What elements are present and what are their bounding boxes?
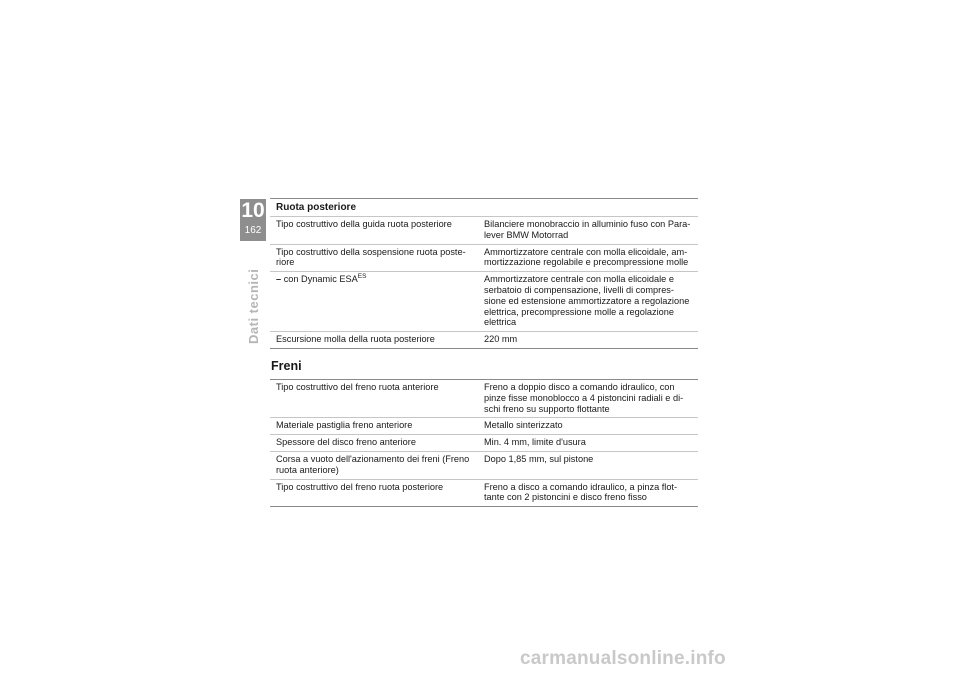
spec-row	[270, 216, 698, 244]
brakes-heading: Freni	[271, 358, 302, 373]
dash-marker: –	[276, 274, 282, 285]
watermark: carmanualsonline.info	[520, 648, 726, 669]
spec-label: Materiale pastiglia freno anteriore	[276, 420, 413, 431]
spec-value: Ammortizzatore centrale con molla elicoidale e serbatoio di compensazione, livelli di compres- sione ed estensione ammortizzatore a regolazione elettrica, precompressione molle a regolazione elettrica	[484, 274, 690, 328]
spec-row	[270, 380, 698, 417]
spec-value: Dopo 1,85 mm, sul pistone	[484, 453, 594, 464]
spec-label: Tipo costruttivo del freno ruota posteriore	[276, 481, 444, 492]
spec-row	[270, 417, 698, 434]
spec-row	[270, 479, 698, 508]
spec-label: Tipo costruttivo della sospensione ruota poste- riore	[276, 246, 466, 268]
esa-superscript: ES	[357, 273, 367, 281]
spec-row	[270, 451, 698, 479]
spec-value: 220 mm	[484, 334, 518, 345]
spec-value: Bilanciere monobraccio in alluminio fuso con Para- lever BMW Motorrad	[484, 219, 691, 240]
spec-row	[270, 244, 698, 272]
spec-label: Tipo costruttivo del freno ruota anteriore	[276, 381, 439, 392]
page-number: 162	[244, 225, 262, 236]
spec-content	[270, 198, 698, 507]
spec-label: Escursione molla della ruota posteriore	[276, 334, 435, 345]
spec-row	[270, 434, 698, 451]
chapter-tab	[240, 199, 266, 241]
spec-label: Corsa a vuoto dell'azionamento dei freni (Freno ruota anteriore)	[276, 453, 470, 475]
spec-value: Ammortizzatore centrale con molla elicoidale, am- mortizzazione regolabile e precompressione molle	[484, 246, 689, 268]
chapter-title-vertical: Dati tecnici	[246, 268, 261, 344]
spec-label: Spessore del disco freno anteriore	[276, 437, 416, 448]
spec-label	[270, 274, 484, 328]
chapter-number: 10	[241, 199, 265, 222]
spec-value: Freno a disco a comando idraulico, a pinza flot- tante con 2 pistoncini e disco freno fisso	[484, 481, 678, 503]
spec-value: Min. 4 mm, limite d'usura	[484, 437, 586, 448]
rear-wheel-heading: Ruota posteriore	[276, 202, 357, 213]
spec-value: Metallo sinterizzato	[484, 420, 563, 431]
spec-label: Tipo costruttivo della guida ruota posteriore	[276, 219, 452, 229]
spec-row	[270, 331, 698, 349]
spec-row	[270, 271, 698, 331]
brakes-section	[270, 379, 698, 507]
spec-label-text: con Dynamic ESA	[283, 274, 358, 285]
spec-value: Freno a doppio disco a comando idraulico, con pinze fisse monoblocco a 4 pistoncini radiali e di- schi freno su supporto flottante	[484, 381, 684, 414]
rear-wheel-section	[270, 198, 698, 349]
